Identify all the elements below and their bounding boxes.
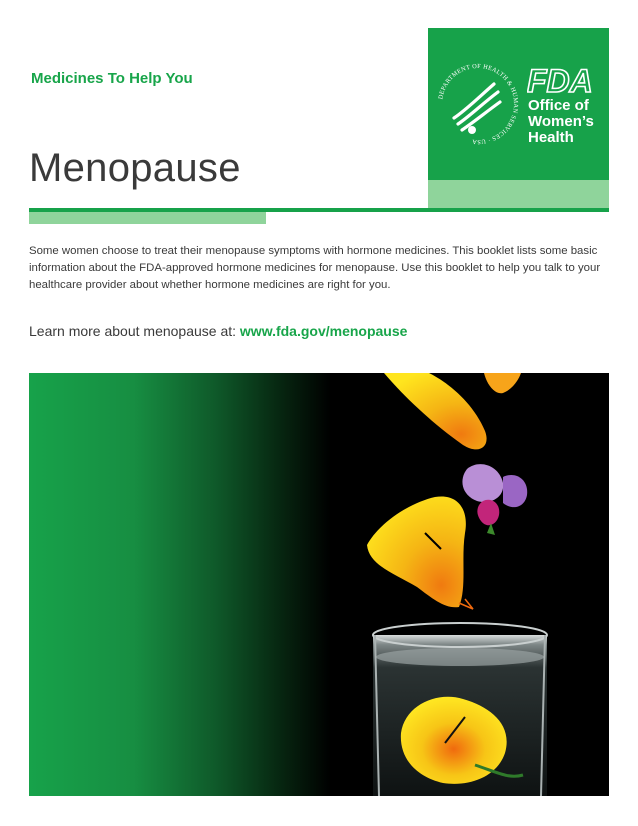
- poppy-petal-icon: [367, 496, 473, 609]
- intro-paragraph: Some women choose to treat their menopause symptoms with hormone medicines. This booklet lists some basic information about the FDA-approved hormone medicines for menopause. Use this booklet to help you talk to your healthcare provider about whether hormone medicines are right for you.: [29, 245, 601, 291]
- booklet-series-label: Medicines To Help You: [31, 70, 193, 87]
- flower-petal-icon: [484, 373, 521, 393]
- logo-accent-bar: [428, 180, 609, 208]
- svg-text:DEPARTMENT OF HEALTH & HUMAN S: DEPARTMENT OF HEALTH & HUMAN SERVICES · USA: [437, 62, 520, 146]
- learn-more-line: [29, 323, 407, 339]
- header-rule-accent: [29, 212, 266, 224]
- menopause-link[interactable]: www.fda.gov/menopause: [239, 323, 408, 339]
- sweet-pea-flower-icon: [462, 464, 527, 535]
- page-title: Menopause: [29, 146, 241, 190]
- hhs-seal-icon: [434, 60, 522, 148]
- learn-more-prefix: Learn more about menopause at:: [29, 323, 240, 339]
- office-of-womens-health-label: Office of Women’s Health: [528, 97, 594, 146]
- hero-image: [29, 373, 609, 796]
- fda-wordmark-icon: [527, 64, 603, 96]
- flower-petal-icon: [384, 373, 487, 449]
- svg-text:FDA: FDA: [527, 64, 593, 96]
